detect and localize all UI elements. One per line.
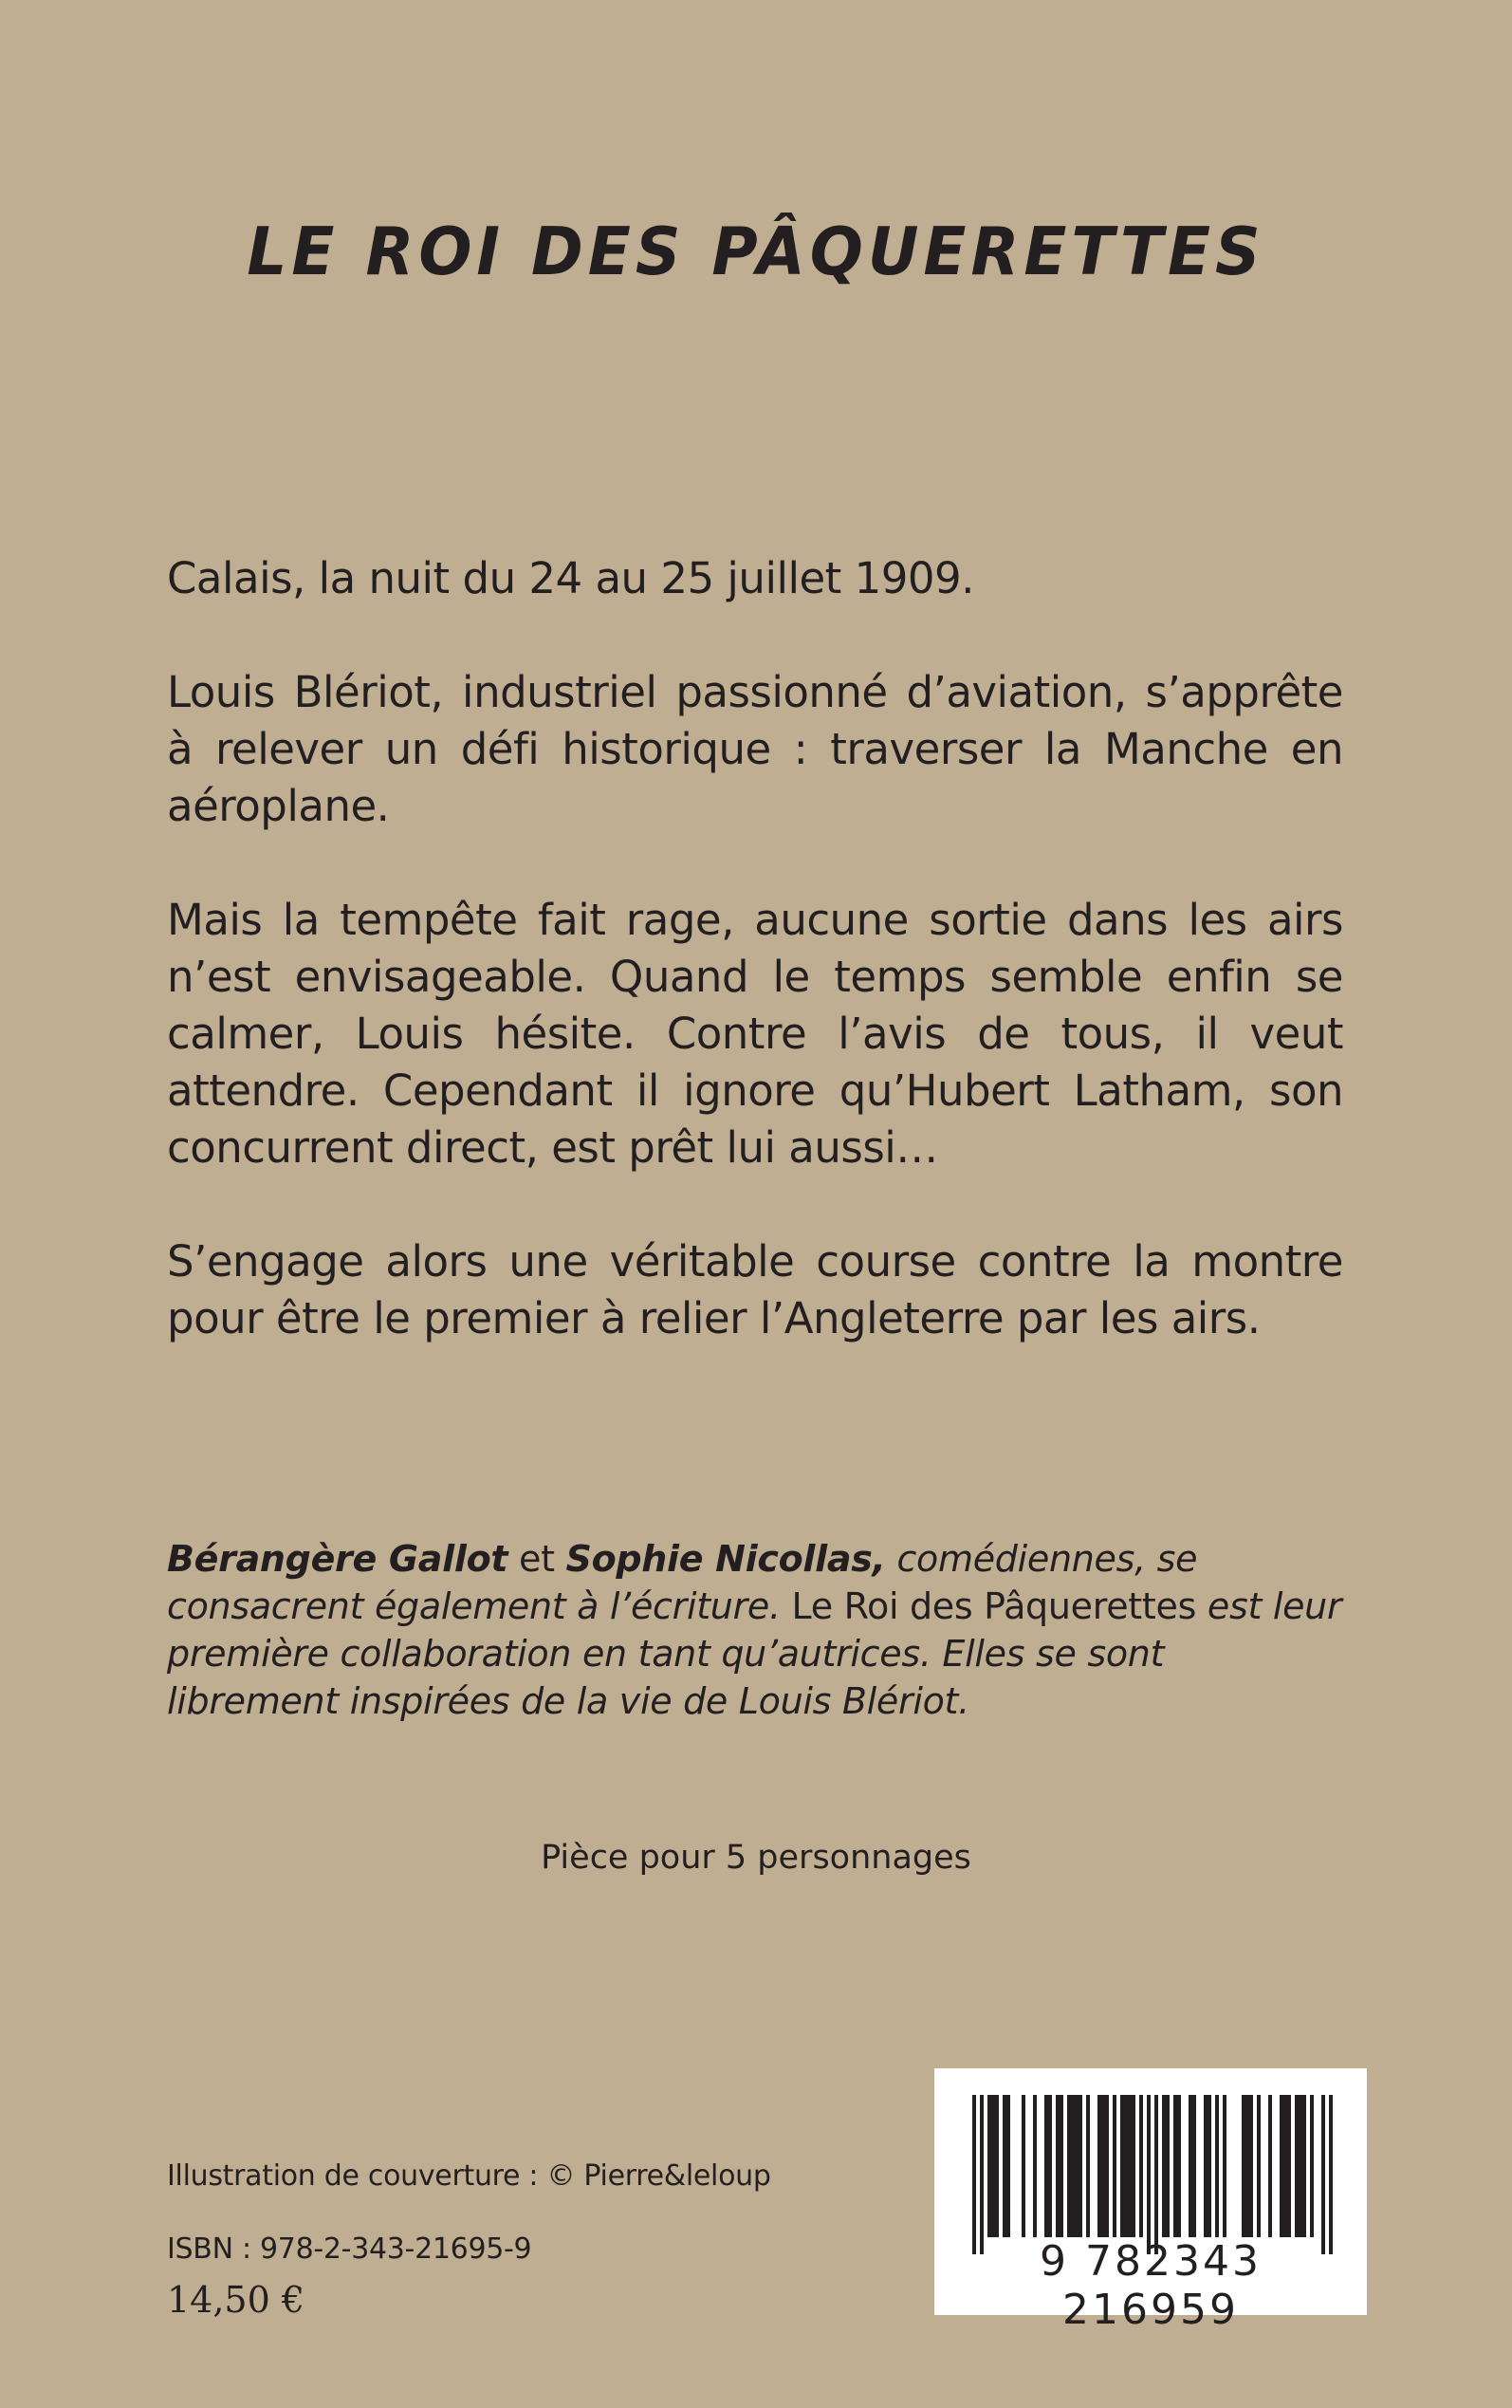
barcode-bar xyxy=(1329,2095,1333,2254)
barcode-bar xyxy=(1280,2095,1283,2237)
barcode xyxy=(934,2068,1367,2334)
barcode-bar xyxy=(1120,2095,1124,2237)
isbn: ISBN : 978-2-343-21695-9 xyxy=(167,2232,532,2266)
barcode-bar xyxy=(995,2095,999,2237)
barcode-bar xyxy=(1101,2095,1105,2237)
barcode-bar xyxy=(1048,2095,1052,2237)
barcode-bar xyxy=(1162,2095,1166,2237)
author-name: Bérangère Gallot xyxy=(167,1538,508,1580)
barcode-bar xyxy=(972,2095,976,2254)
bio-text: comédiennes, se consacrent également à l’écriture. xyxy=(167,1538,1198,1627)
barcode-bar xyxy=(1139,2095,1143,2237)
barcode-bar xyxy=(1302,2095,1306,2237)
blurb-paragraph: S’engage alors une véritable course contre la montre pour être le premier à relier l’Angleterre par les airs. xyxy=(167,1236,1343,1343)
barcode-bar xyxy=(1033,2095,1037,2237)
barcode-bar xyxy=(1075,2095,1079,2237)
barcode-bar xyxy=(1321,2095,1325,2254)
barcode-bar xyxy=(1067,2095,1071,2237)
barcode-bar xyxy=(1299,2095,1302,2237)
author-bio xyxy=(167,1535,1343,1725)
barcode-bar xyxy=(1086,2095,1090,2237)
barcode-bar xyxy=(1189,2095,1192,2237)
barcode-bar xyxy=(1154,2095,1158,2254)
barcode-bar xyxy=(1245,2095,1249,2237)
barcode-bar xyxy=(1097,2095,1101,2237)
barcode-bar xyxy=(1105,2095,1109,2237)
barcode-bar xyxy=(1079,2095,1082,2237)
genre-note: Pièce pour 5 personnages xyxy=(541,1839,971,1877)
barcode-bar xyxy=(1257,2095,1261,2237)
blurb-paragraph: Mais la tempête fait rage, aucune sortie dans les airs n’est envisageable. Quand le temps semble enfin se calmer, Louis hésite. Contre l’avis de tous, il veut attendre. Cependant il ignore qu’Hubert Latham, son concurrent direct, est prêt lui aussi… xyxy=(167,895,1343,1173)
bio-connector: et xyxy=(507,1538,566,1580)
barcode-bar xyxy=(1071,2095,1075,2237)
barcode-bar xyxy=(1287,2095,1291,2237)
blurb-paragraph: Calais, la nuit du 24 au 25 juillet 1909. xyxy=(167,553,974,603)
barcode-bar xyxy=(1283,2095,1287,2237)
author-name: Sophie Nicollas, xyxy=(565,1538,886,1580)
barcode-bar xyxy=(1128,2095,1132,2237)
price: 14,50 € xyxy=(167,2279,305,2321)
blurb xyxy=(167,550,1343,1404)
barcode-bar xyxy=(1268,2095,1272,2237)
barcode-bar xyxy=(1022,2095,1025,2237)
book-title: LE ROI DES PÂQUERETTES xyxy=(247,213,1265,290)
barcode-bar xyxy=(1113,2095,1116,2237)
barcode-bar xyxy=(1192,2095,1196,2237)
barcode-bar xyxy=(1177,2095,1181,2237)
illustration-credit: Illustration de couverture : © Pierre&leloup xyxy=(167,2159,771,2193)
bio-text: est leur première collaboration en tant qu’autrices. Elles se sont librement inspirées de la vie de Louis Blériot. xyxy=(167,1585,1342,1722)
barcode-bar xyxy=(1310,2095,1314,2237)
barcode-bar xyxy=(1147,2095,1151,2254)
bio-book-title: Le Roi des Pâquerettes xyxy=(791,1585,1197,1627)
barcode-bar xyxy=(1003,2095,1006,2237)
barcode-bar xyxy=(1044,2095,1048,2237)
barcode-bar xyxy=(1173,2095,1177,2237)
blurb-paragraph: Louis Blériot, industriel passionné d’aviation, s’apprête à relever un défi historique : traverser la Manche en aéroplane. xyxy=(167,667,1343,831)
barcode-bar xyxy=(1242,2095,1245,2237)
barcode-bar xyxy=(1056,2095,1060,2237)
barcode-bar xyxy=(991,2095,995,2237)
barcode-bar xyxy=(1060,2095,1063,2237)
barcode-bar xyxy=(1208,2095,1211,2237)
barcode-bar xyxy=(1223,2095,1226,2237)
barcode-bar xyxy=(1215,2095,1219,2237)
barcode-bar xyxy=(1006,2095,1010,2237)
barcode-bar xyxy=(1166,2095,1170,2237)
barcode-bar xyxy=(1132,2095,1135,2237)
barcode-bar xyxy=(980,2095,984,2254)
barcode-bar xyxy=(1204,2095,1208,2237)
barcode-bar xyxy=(1295,2095,1299,2237)
barcode-bar xyxy=(987,2095,991,2237)
barcode-digits: 9 782343 216959 xyxy=(1040,2237,1262,2334)
barcode-bar xyxy=(1249,2095,1253,2237)
barcode-bar xyxy=(1124,2095,1128,2237)
